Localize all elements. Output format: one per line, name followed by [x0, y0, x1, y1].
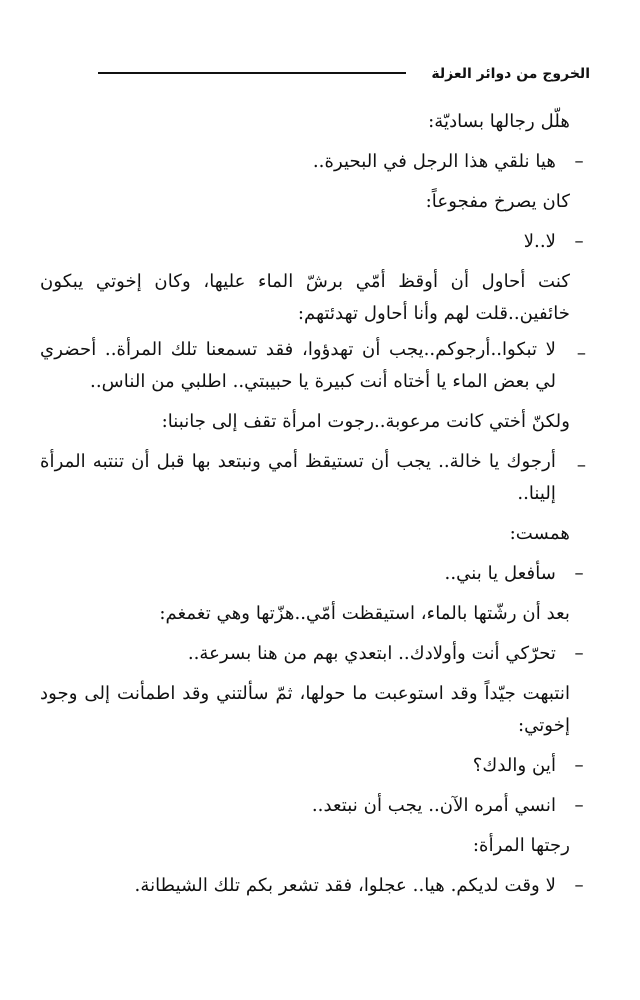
dialogue-line: [40, 746, 590, 786]
narration-line: همست:: [509, 523, 570, 544]
dialogue-dash: –: [574, 755, 584, 776]
narration-paragraph: كنت أحاول أن أوقظ أمّي برشّ الماء عليها، وكان إخوتي يبكون خائفين..قلت لهم وأنا أحاول تهدئتهم:: [40, 271, 570, 324]
header-rule: [98, 72, 406, 74]
dialogue-dash: –: [574, 643, 584, 664]
dialogue-text: سأفعل يا بني..: [444, 563, 556, 584]
dialogue-text: أرجوك يا خالة.. يجب أن تستيقظ أمي ونبتعد بها قبل أن تنتبه المرأة إلينا..: [40, 451, 556, 504]
narration-paragraph: انتبهت جيّداً وقد استوعبت ما حولها، ثمّ سألتني وقد اطمأنت إلى وجود إخوتي:: [40, 683, 570, 736]
dialogue-line: [40, 334, 590, 398]
running-header: [431, 64, 590, 84]
dialogue-dash: –: [574, 231, 584, 252]
narration-line: بعد أن رشّتها بالماء، استيقظت أمّي..هزّتها وهي تغمغم:: [159, 603, 570, 624]
dialogue-text: لا..لا: [523, 231, 556, 252]
dialogue-line: [40, 634, 590, 674]
dialogue-text: لا تبكوا..أرجوكم..يجب أن تهدؤوا، فقد تسمعنا تلك المرأة.. أحضري لي بعض الماء يا أختاه أنت كبيرة يا حبيبتي.. اطلبي من الناس..: [40, 339, 556, 392]
narration-line: رجتها المرأة:: [472, 835, 570, 856]
header-title: الخروج من دوائر العزلة: [431, 66, 590, 82]
dialogue-dash: –: [574, 151, 584, 172]
dialogue-text: هيا نلقي هذا الرجل في البحيرة..: [312, 151, 556, 172]
dialogue-text: تحرّكي أنت وأولادك.. ابتعدي بهم من هنا بسرعة..: [187, 643, 556, 664]
narration-line: كان يصرخ مفجوعاً:: [425, 191, 570, 212]
dialogue-dash: –: [574, 563, 584, 584]
dialogue-dash: –: [576, 343, 586, 364]
dialogue-dash: –: [576, 455, 586, 476]
dialogue-text: انسي أمره الآن.. يجب أن نبتعد..: [311, 795, 556, 816]
dialogue-text: لا وقت لديكم. هيا.. عجلوا، فقد تشعر بكم تلك الشيطانة.: [134, 875, 556, 896]
dialogue-line: [40, 554, 590, 594]
dialogue-line: [40, 446, 590, 510]
dialogue-dash: –: [574, 795, 584, 816]
narration-line: ولكنّ أختي كانت مرعوبة..رجوت امرأة تقف إلى جانبنا:: [161, 411, 570, 432]
narration-line: هلّل رجالها بساديّة:: [428, 111, 570, 132]
dialogue-line: [40, 142, 590, 182]
dialogue-line: [40, 786, 590, 826]
page-body: [40, 102, 590, 906]
dialogue-line: [40, 222, 590, 262]
dialogue-text: أين والدك؟: [472, 755, 556, 776]
dialogue-dash: –: [574, 875, 584, 896]
dialogue-line: [40, 866, 590, 906]
